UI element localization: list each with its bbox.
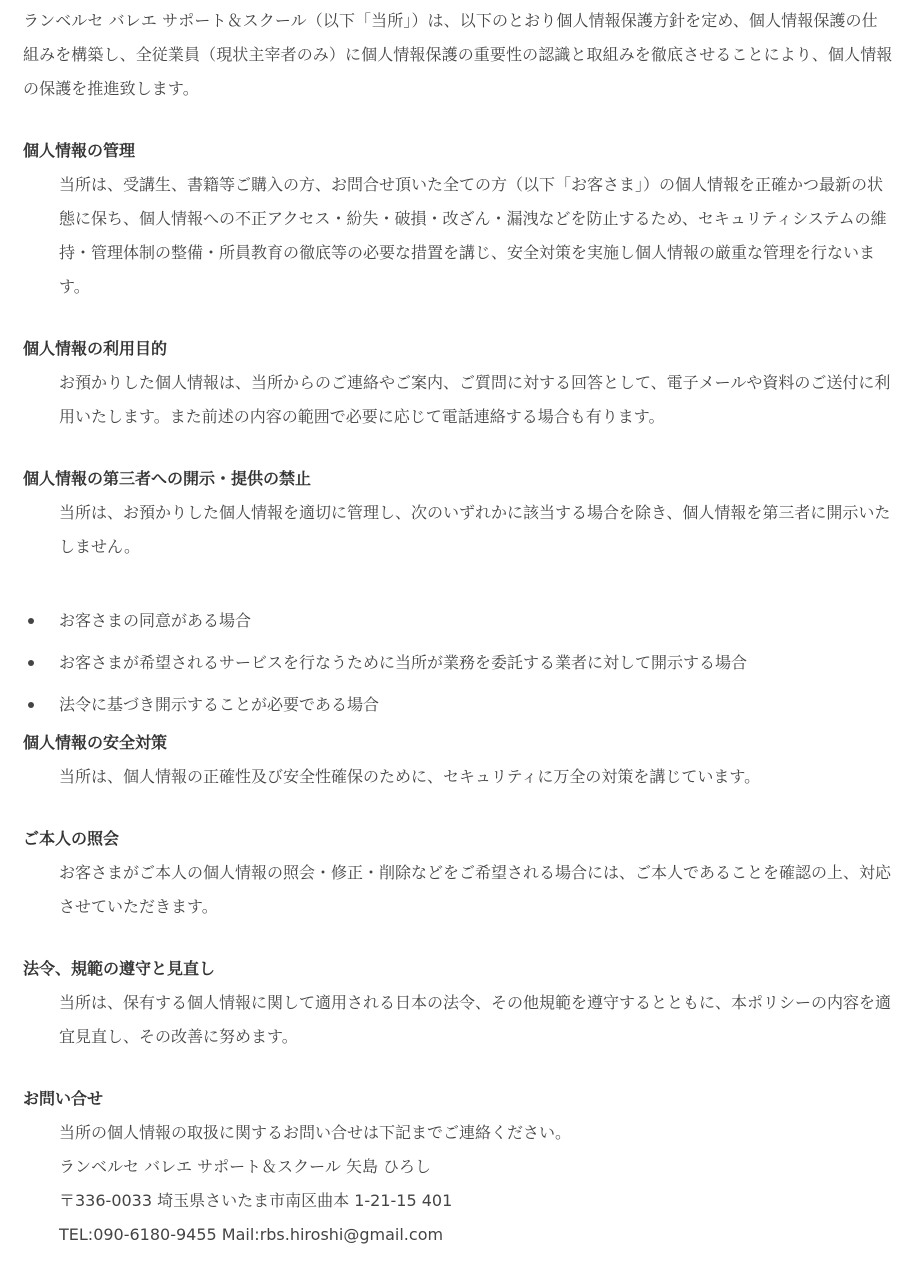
section-body: お客さまがご本人の個人情報の照会・修正・削除などをご希望される場合には、ご本人であることを確認の上、対応させていただきます。 (59, 863, 892, 916)
section-body: お預かりした個人情報は、当所からのご連絡やご案内、ご質問に対する回答として、電子メールや資料のご送付に利用いたします。また前述の内容の範囲で必要に応じて電話連絡する場合も有ります。 (59, 373, 891, 426)
list-item (23, 600, 893, 642)
section-body: 当所は、個人情報の正確性及び安全性確保のために、セキュリティに万全の対策を講じています。 (59, 767, 761, 786)
list-item-text: 法令に基づき開示することが必要である場合 (59, 695, 380, 714)
section-third-party (23, 462, 893, 726)
section-heading: 個人情報の安全対策 (23, 733, 168, 752)
contact-phone-mail: TEL:090-6180-9455 Mail:rbs.hiroshi@gmail.com (59, 1225, 444, 1244)
section-body: 当所は、受講生、書籍等ご購入の方、お問合せ頂いた全ての方（以下「お客さま」）の個人情報を正確かつ最新の状態に保ち、個人情報への不正アクセス・紛失・破損・改ざん・漏洩などを防止するため、セキュリティシステムの維持・管理体制の整備・所員教育の徹底等の必要な措置を講じ、安全対策を実施し個人情報の厳重な管理を行ないます。 (59, 175, 887, 296)
bullet-dot-icon (28, 660, 34, 666)
list-item (23, 642, 893, 684)
list-item (23, 684, 893, 726)
contact-intro: 当所の個人情報の取扱に関するお問い合せは下記までご連絡ください。 (59, 1123, 572, 1142)
exception-list (23, 600, 893, 726)
contact-body (59, 1116, 893, 1252)
bullet-dot-icon (28, 702, 34, 708)
contact-name: ランベルセ バレエ サポート＆スクール 矢島 ひろし (59, 1157, 432, 1176)
list-item-text: お客さまの同意がある場合 (59, 611, 252, 630)
section-compliance (23, 952, 893, 1054)
bullet-dot-icon (28, 618, 34, 624)
section-heading: 個人情報の第三者への開示・提供の禁止 (23, 469, 312, 488)
section-management (23, 134, 893, 304)
section-contact (23, 1082, 893, 1252)
section-body: 当所は、保有する個人情報に関して適用される日本の法令、その他規範を遵守するとともに、本ポリシーの内容を適宜見直し、その改善に努めます。 (59, 993, 892, 1046)
section-purpose (23, 332, 893, 434)
section-inquiry-by-person (23, 822, 893, 924)
intro-paragraph: ランベルセ バレエ サポート＆スクール（以下「当所」）は、以下のとおり個人情報保護方針を定め、個人情報保護の仕組みを構築し、全従業員（現状主宰者のみ）に個人情報保護の重要性の認識と取組みを徹底させることにより、個人情報の保護を推進致します。 (23, 11, 893, 98)
contact-address: 〒336-0033 埼玉県さいたま市南区曲本 1-21-15 401 (59, 1191, 453, 1210)
list-item-text: お客さまが希望されるサービスを行なうために当所が業務を委託する業者に対して開示する場合 (59, 653, 748, 672)
section-body: 当所は、お預かりした個人情報を適切に管理し、次のいずれかに該当する場合を除き、個人情報を第三者に開示いたしません。 (59, 503, 891, 556)
section-heading: ご本人の照会 (23, 829, 120, 848)
section-security (23, 726, 893, 794)
section-heading: 個人情報の利用目的 (23, 339, 168, 358)
section-heading: 個人情報の管理 (23, 141, 136, 160)
contact-heading: お問い合せ (23, 1089, 104, 1108)
section-heading: 法令、規範の遵守と見直し (23, 959, 216, 978)
